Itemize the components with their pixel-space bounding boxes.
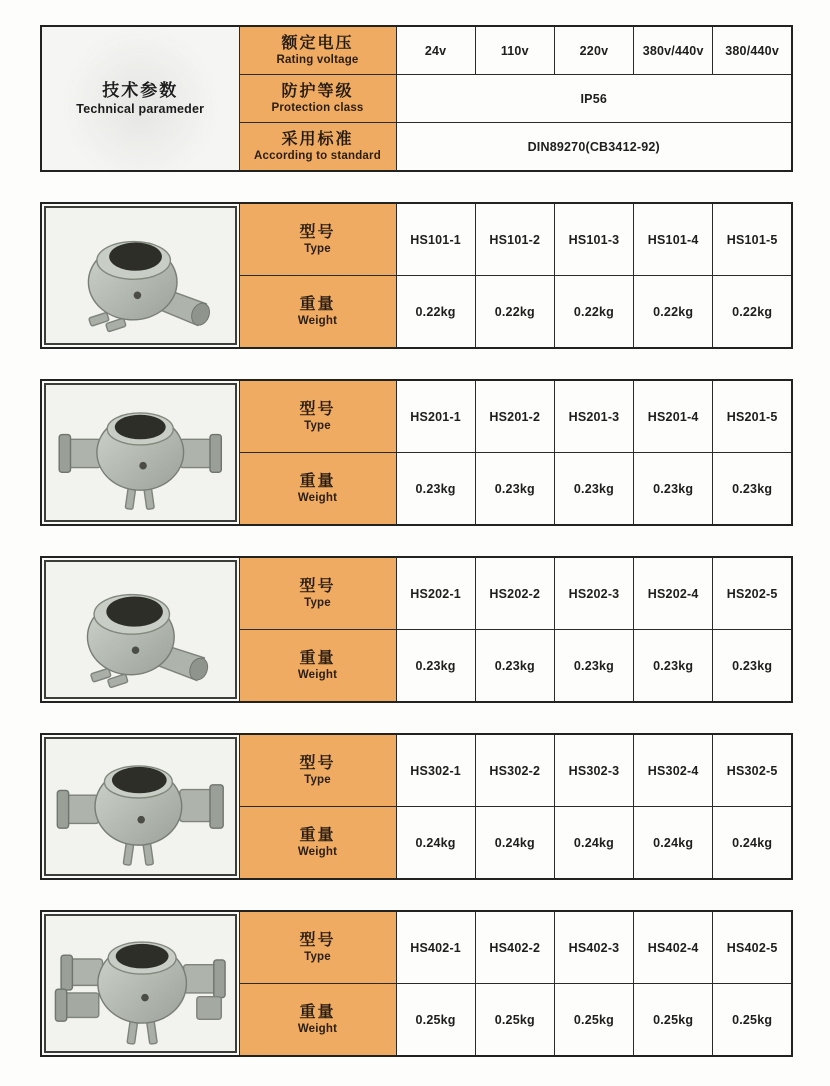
weight-label-cell bbox=[239, 453, 396, 526]
type-value: HS202-4 bbox=[634, 557, 713, 630]
voltage-value: 380/440v bbox=[713, 26, 792, 75]
weight-label-cn: 重量 bbox=[299, 472, 336, 490]
weight-value: 0.22kg bbox=[475, 276, 554, 349]
weight-value: 0.24kg bbox=[475, 807, 554, 880]
weight-value: 0.23kg bbox=[554, 630, 633, 703]
weight-value: 0.25kg bbox=[713, 984, 792, 1057]
weight-value: 0.24kg bbox=[554, 807, 633, 880]
weight-value: 0.22kg bbox=[634, 276, 713, 349]
junction-box-photo bbox=[44, 560, 237, 699]
technical-parameters-title-en: Technical parameder bbox=[76, 101, 205, 116]
type-label-cell bbox=[239, 380, 396, 453]
product-table-hs302 bbox=[40, 733, 793, 880]
table-row bbox=[41, 911, 792, 984]
weight-value: 0.24kg bbox=[634, 807, 713, 880]
weight-value: 0.23kg bbox=[634, 630, 713, 703]
weight-value: 0.24kg bbox=[713, 807, 792, 880]
weight-value: 0.25kg bbox=[475, 984, 554, 1057]
voltage-value: 24v bbox=[396, 26, 475, 75]
type-value: HS201-5 bbox=[713, 380, 792, 453]
weight-value: 0.25kg bbox=[634, 984, 713, 1057]
type-value: HS402-1 bbox=[396, 911, 475, 984]
product-photo-hs101 bbox=[41, 203, 239, 348]
product-table-hs101 bbox=[40, 202, 793, 349]
weight-value: 0.23kg bbox=[396, 453, 475, 526]
protection-class-label-cn: 防护等级 bbox=[281, 82, 354, 100]
table-row bbox=[41, 557, 792, 630]
weight-label-en: Weight bbox=[297, 491, 338, 504]
weight-value: 0.22kg bbox=[396, 276, 475, 349]
type-label-cell bbox=[239, 911, 396, 984]
weight-value: 0.24kg bbox=[396, 807, 475, 880]
type-value: HS402-3 bbox=[554, 911, 633, 984]
type-label-en: Type bbox=[304, 596, 331, 609]
technical-parameters-table bbox=[40, 25, 793, 172]
rating-voltage-label-cell bbox=[239, 26, 396, 75]
table-row bbox=[41, 734, 792, 807]
type-value: HS201-3 bbox=[554, 380, 633, 453]
type-label-cn: 型号 bbox=[299, 577, 336, 595]
weight-label-cn: 重量 bbox=[299, 295, 336, 313]
product-table-hs402 bbox=[40, 910, 793, 1057]
type-label-en: Type bbox=[304, 242, 331, 255]
standard-value: DIN89270(CB3412-92) bbox=[396, 123, 792, 172]
weight-label-en: Weight bbox=[297, 1022, 338, 1035]
type-value: HS201-2 bbox=[475, 380, 554, 453]
type-label-cn: 型号 bbox=[299, 400, 336, 418]
protection-class-label-en: Protection class bbox=[271, 101, 364, 114]
product-table-hs201 bbox=[40, 379, 793, 526]
type-value: HS101-2 bbox=[475, 203, 554, 276]
type-value: HS202-3 bbox=[554, 557, 633, 630]
weight-label-cell bbox=[239, 807, 396, 880]
weight-value: 0.23kg bbox=[713, 453, 792, 526]
type-value: HS302-4 bbox=[634, 734, 713, 807]
type-label-cell bbox=[239, 557, 396, 630]
junction-box-photo bbox=[44, 206, 237, 345]
type-value: HS402-5 bbox=[713, 911, 792, 984]
standard-label-cell bbox=[239, 123, 396, 172]
rating-voltage-label-cn: 额定电压 bbox=[281, 34, 354, 52]
weight-label-cell bbox=[239, 276, 396, 349]
type-label-cn: 型号 bbox=[299, 223, 336, 241]
type-value: HS101-5 bbox=[713, 203, 792, 276]
weight-value: 0.23kg bbox=[554, 453, 633, 526]
type-value: HS402-2 bbox=[475, 911, 554, 984]
rating-voltage-label-en: Rating voltage bbox=[276, 53, 359, 66]
junction-box-photo bbox=[44, 383, 237, 522]
type-value: HS302-1 bbox=[396, 734, 475, 807]
type-value: HS202-2 bbox=[475, 557, 554, 630]
type-value: HS202-5 bbox=[713, 557, 792, 630]
weight-label-en: Weight bbox=[297, 314, 338, 327]
technical-parameters-title-cell bbox=[41, 26, 239, 171]
junction-box-photo bbox=[44, 914, 237, 1053]
weight-label-cell bbox=[239, 984, 396, 1057]
voltage-value: 380v/440v bbox=[634, 26, 713, 75]
type-label-en: Type bbox=[304, 773, 331, 786]
type-value: HS302-2 bbox=[475, 734, 554, 807]
type-label-en: Type bbox=[304, 950, 331, 963]
type-value: HS302-3 bbox=[554, 734, 633, 807]
table-row bbox=[41, 26, 792, 75]
weight-label-cell bbox=[239, 630, 396, 703]
weight-value: 0.25kg bbox=[396, 984, 475, 1057]
weight-label-en: Weight bbox=[297, 845, 338, 858]
weight-value: 0.25kg bbox=[554, 984, 633, 1057]
weight-value: 0.23kg bbox=[475, 453, 554, 526]
weight-label-cn: 重量 bbox=[299, 649, 336, 667]
type-value: HS101-4 bbox=[634, 203, 713, 276]
type-value: HS201-4 bbox=[634, 380, 713, 453]
weight-value: 0.22kg bbox=[713, 276, 792, 349]
type-value: HS302-5 bbox=[713, 734, 792, 807]
weight-value: 0.23kg bbox=[396, 630, 475, 703]
weight-label-en: Weight bbox=[297, 668, 338, 681]
type-label-cell bbox=[239, 734, 396, 807]
product-table-hs202 bbox=[40, 556, 793, 703]
standard-label-en: According to standard bbox=[254, 149, 381, 162]
weight-label-cn: 重量 bbox=[299, 826, 336, 844]
type-label-cell bbox=[239, 203, 396, 276]
weight-value: 0.23kg bbox=[634, 453, 713, 526]
product-photo-hs201 bbox=[41, 380, 239, 525]
weight-value: 0.22kg bbox=[554, 276, 633, 349]
protection-class-label-cell bbox=[239, 75, 396, 123]
junction-box-photo bbox=[44, 737, 237, 876]
voltage-value: 220v bbox=[554, 26, 633, 75]
type-value: HS101-3 bbox=[554, 203, 633, 276]
type-label-en: Type bbox=[304, 419, 331, 432]
product-photo-hs402 bbox=[41, 911, 239, 1056]
product-photo-hs202 bbox=[41, 557, 239, 702]
voltage-value: 110v bbox=[475, 26, 554, 75]
type-value: HS202-1 bbox=[396, 557, 475, 630]
technical-parameters-title-cn: 技术参数 bbox=[102, 81, 179, 101]
type-label-cn: 型号 bbox=[299, 754, 336, 772]
table-row bbox=[41, 380, 792, 453]
weight-label-cn: 重量 bbox=[299, 1003, 336, 1021]
type-value: HS201-1 bbox=[396, 380, 475, 453]
type-value: HS402-4 bbox=[634, 911, 713, 984]
standard-label-cn: 采用标准 bbox=[281, 130, 354, 148]
table-row bbox=[41, 203, 792, 276]
product-photo-hs302 bbox=[41, 734, 239, 879]
type-value: HS101-1 bbox=[396, 203, 475, 276]
weight-value: 0.23kg bbox=[713, 630, 792, 703]
weight-value: 0.23kg bbox=[475, 630, 554, 703]
protection-class-value: IP56 bbox=[396, 75, 792, 123]
type-label-cn: 型号 bbox=[299, 931, 336, 949]
